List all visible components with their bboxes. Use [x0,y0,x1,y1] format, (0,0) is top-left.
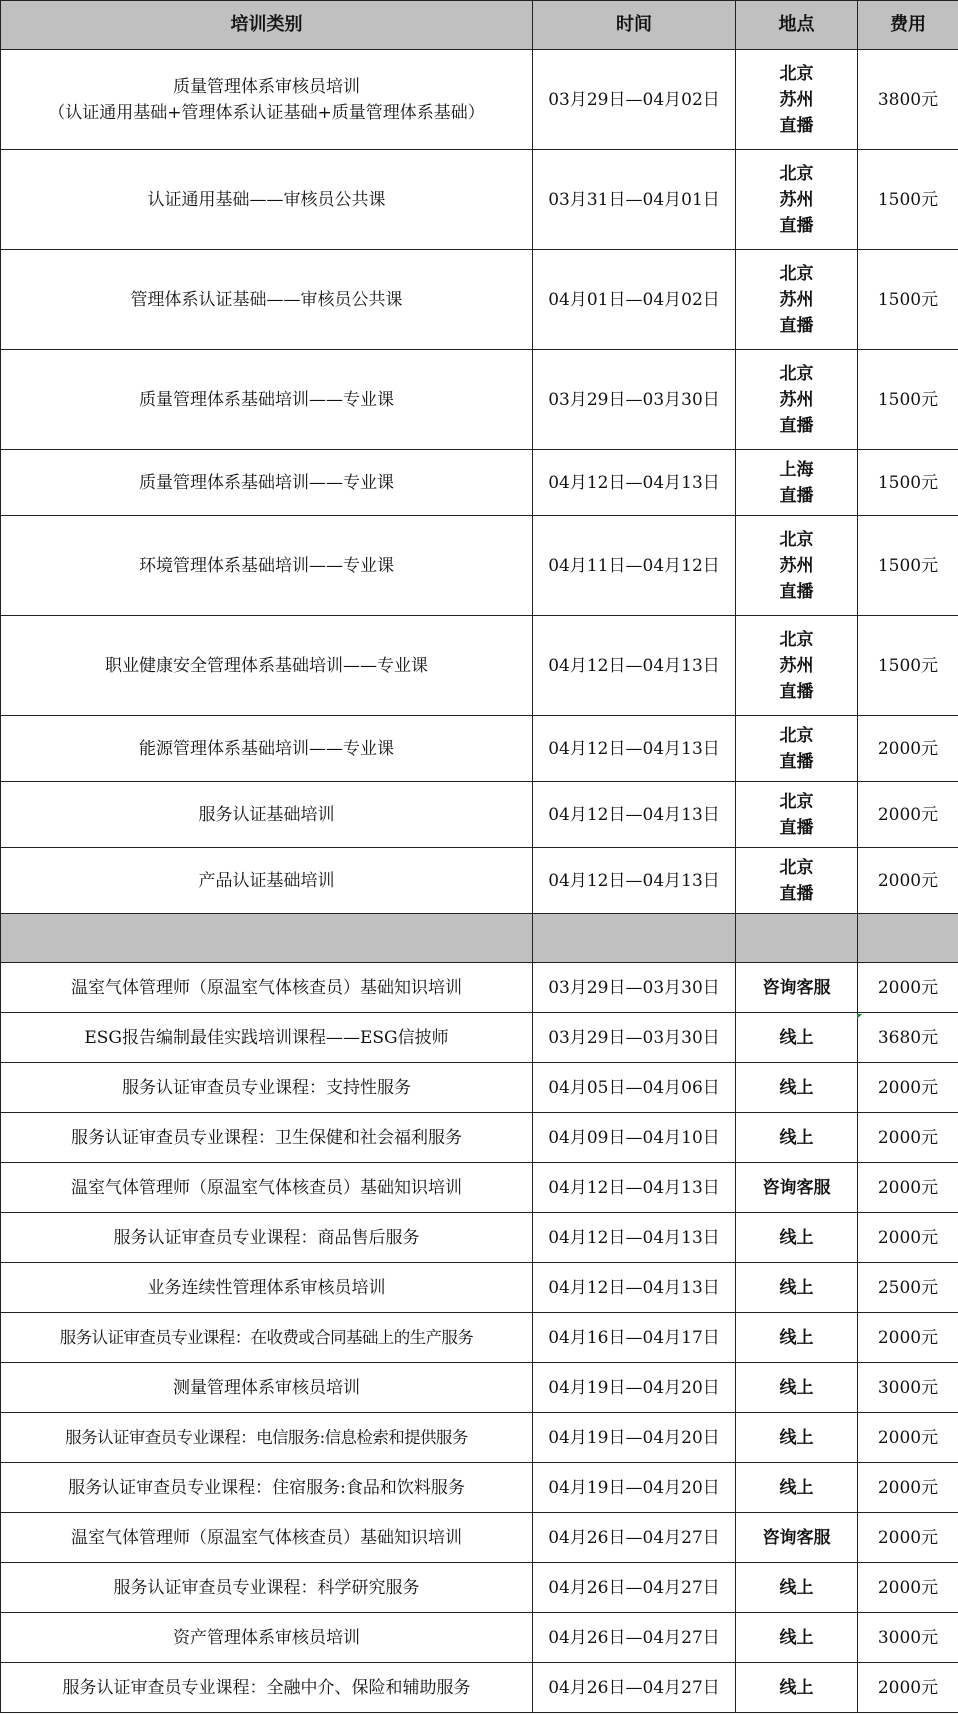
course-name: 服务认证基础培训 [1,782,533,848]
course-time: 04月12日—04月13日 [533,450,736,516]
course-location: 线上 [736,1563,858,1613]
course-fee: 3000元 [858,1363,958,1413]
course-location: 北京 苏州 直播 [736,350,858,450]
course-fee: 1500元 [858,450,958,516]
course-time: 04月12日—04月13日 [533,1213,736,1263]
table-row [1,450,958,516]
course-location: 北京 苏州 直播 [736,50,858,150]
course-fee: 2000元 [858,1163,958,1213]
course-fee: 2000元 [858,1563,958,1613]
course-location: 北京 苏州 直播 [736,150,858,250]
course-name: 环境管理体系基础培训——专业课 [1,516,533,616]
course-name: 服务认证审查员专业课程：住宿服务:食品和饮料服务 [1,1463,533,1513]
header-time: 时间 [533,1,736,50]
table-row [1,1513,958,1563]
course-fee: 2000元 [858,848,958,914]
course-time: 04月26日—04月27日 [533,1663,736,1713]
course-time: 04月26日—04月27日 [533,1563,736,1613]
course-name: 质量管理体系基础培训——专业课 [1,450,533,516]
course-fee: 2000元 [858,1663,958,1713]
course-location: 咨询客服 [736,963,858,1013]
course-time: 04月26日—04月27日 [533,1513,736,1563]
course-fee: 2000元 [858,1413,958,1463]
course-location: 咨询客服 [736,1163,858,1213]
course-location: 线上 [736,1363,858,1413]
course-time: 04月19日—04月20日 [533,1363,736,1413]
course-name: 服务认证审查员专业课程：科学研究服务 [1,1563,533,1613]
course-name: 温室气体管理师（原温室气体核查员）基础知识培训 [1,1513,533,1563]
separator-cell [736,914,858,963]
table-row [1,50,958,150]
course-location: 北京 苏州 直播 [736,250,858,350]
course-name: 服务认证审查员专业课程：电信服务:信息检索和提供服务 [1,1413,533,1463]
course-name: 测量管理体系审核员培训 [1,1363,533,1413]
course-name: 产品认证基础培训 [1,848,533,914]
course-location: 线上 [736,1013,858,1063]
course-fee: 2000元 [858,1463,958,1513]
course-time: 03月29日—03月30日 [533,963,736,1013]
course-time: 04月12日—04月13日 [533,1163,736,1213]
table-row [1,150,958,250]
course-fee: 1500元 [858,150,958,250]
course-location: 上海 直播 [736,450,858,516]
course-fee: 2000元 [858,963,958,1013]
table-row [1,848,958,914]
header-course: 培训类别 [1,1,533,50]
course-fee: 1500元 [858,250,958,350]
course-name: ESG报告编制最佳实践培训课程——ESG信披师 [1,1013,533,1063]
table-row [1,1563,958,1613]
course-fee: 1500元 [858,616,958,716]
course-location: 线上 [736,1313,858,1363]
course-time: 04月19日—04月20日 [533,1413,736,1463]
table-row [1,1463,958,1513]
course-time: 04月12日—04月13日 [533,716,736,782]
course-name: 能源管理体系基础培训——专业课 [1,716,533,782]
separator-cell [533,914,736,963]
course-fee: 2000元 [858,1313,958,1363]
course-time: 04月12日—04月13日 [533,782,736,848]
course-name: 服务认证审查员专业课程：商品售后服务 [1,1213,533,1263]
course-name: 管理体系认证基础——审核员公共课 [1,250,533,350]
course-location: 线上 [736,1113,858,1163]
course-time: 04月26日—04月27日 [533,1613,736,1663]
table-row [1,350,958,450]
table-row [1,1363,958,1413]
course-fee: 1500元 [858,516,958,616]
course-location: 线上 [736,1613,858,1663]
table-row [1,782,958,848]
course-time: 04月16日—04月17日 [533,1313,736,1363]
table-row [1,616,958,716]
course-time: 04月12日—04月13日 [533,1263,736,1313]
course-location: 线上 [736,1263,858,1313]
course-fee: 3800元 [858,50,958,150]
separator-cell [1,914,533,963]
course-fee: 2000元 [858,1213,958,1263]
course-location: 线上 [736,1663,858,1713]
table-row [1,1263,958,1313]
course-name: 业务连续性管理体系审核员培训 [1,1263,533,1313]
course-name: 服务认证审查员专业课程：全融中介、保险和辅助服务 [1,1663,533,1713]
table-row [1,1663,958,1713]
table-row [1,250,958,350]
table-row [1,1413,958,1463]
separator-cell [858,914,958,963]
course-name: 质量管理体系审核员培训 （认证通用基础+管理体系认证基础+质量管理体系基础） [1,50,533,150]
course-fee: 2000元 [858,1513,958,1563]
course-fee: 2500元 [858,1263,958,1313]
course-location: 北京 苏州 直播 [736,516,858,616]
course-location: 线上 [736,1213,858,1263]
course-fee: 3000元 [858,1613,958,1663]
table-row [1,716,958,782]
course-name: 服务认证审查员专业课程：支持性服务 [1,1063,533,1113]
table-row [1,963,958,1013]
course-name: 质量管理体系基础培训——专业课 [1,350,533,450]
course-name: 温室气体管理师（原温室气体核查员）基础知识培训 [1,1163,533,1213]
course-name: 服务认证审查员专业课程：在收费或合同基础上的生产服务 [1,1313,533,1363]
course-time: 04月01日—04月02日 [533,250,736,350]
header-fee: 费用 [858,1,958,50]
section-separator-row [1,914,958,963]
course-name: 资产管理体系审核员培训 [1,1613,533,1663]
table-body [1,50,958,1713]
course-location: 线上 [736,1463,858,1513]
course-time: 03月29日—03月30日 [533,350,736,450]
cell-comment-indicator [857,1014,862,1019]
course-location: 北京 苏州 直播 [736,616,858,716]
course-time: 03月31日—04月01日 [533,150,736,250]
course-time: 04月12日—04月13日 [533,848,736,914]
table-row [1,1163,958,1213]
header-location: 地点 [736,1,858,50]
course-time: 03月29日—04月02日 [533,50,736,150]
course-name: 认证通用基础——审核员公共课 [1,150,533,250]
course-time: 04月05日—04月06日 [533,1063,736,1113]
course-fee: 2000元 [858,716,958,782]
course-location: 北京 直播 [736,716,858,782]
table-row [1,516,958,616]
course-location: 北京 直播 [736,782,858,848]
table-row [1,1313,958,1363]
course-location: 北京 直播 [736,848,858,914]
course-time: 04月09日—04月10日 [533,1113,736,1163]
course-location: 咨询客服 [736,1513,858,1563]
course-location: 线上 [736,1063,858,1113]
course-fee: 1500元 [858,350,958,450]
table-row [1,1113,958,1163]
course-location: 线上 [736,1413,858,1463]
course-fee: 2000元 [858,1113,958,1163]
course-time: 04月19日—04月20日 [533,1463,736,1513]
table-row [1,1013,958,1063]
course-time: 03月29日—03月30日 [533,1013,736,1063]
table-row [1,1613,958,1663]
course-time: 04月12日—04月13日 [533,616,736,716]
course-fee: 2000元 [858,782,958,848]
course-name: 职业健康安全管理体系基础培训——专业课 [1,616,533,716]
course-time: 04月11日—04月12日 [533,516,736,616]
table-header [1,1,958,50]
course-fee: 3680元 [858,1013,958,1063]
course-name: 温室气体管理师（原温室气体核查员）基础知识培训 [1,963,533,1013]
table-row [1,1213,958,1263]
course-name: 服务认证审查员专业课程：卫生保健和社会福利服务 [1,1113,533,1163]
course-fee: 2000元 [858,1063,958,1113]
table-row [1,1063,958,1113]
